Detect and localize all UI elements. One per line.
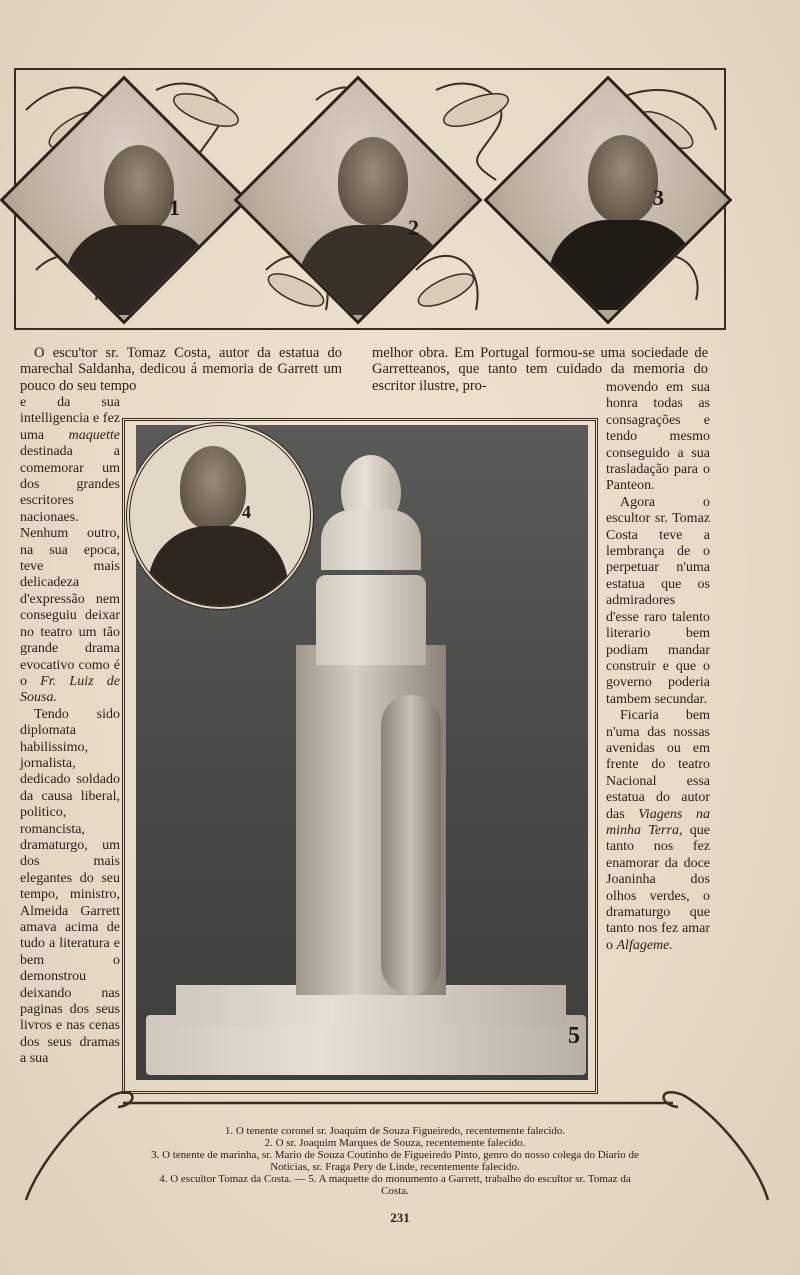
- portrait-number-2: 2: [408, 215, 419, 240]
- article-text-left-narrow: [20, 395, 120, 1068]
- page-number: 231: [390, 1210, 410, 1225]
- text-segment: destinada a comemorar um dos grandes escritores nacionaes. Nenhum outro, na sua epoca, teve mais delicadeza d'expressão nem conseguiu deixar no teatro um tão grande drama evocativo como é o: [20, 444, 120, 689]
- portrait-number-3: 3: [653, 185, 664, 210]
- text-segment: que tanto nos fez enamorar da doce Joaninha dos olhos verdes, o dramaturgo que tanto nos fez amar o: [606, 822, 710, 953]
- article-text-left-top: [20, 345, 342, 394]
- text-italic-maquette: maquette: [68, 427, 120, 443]
- caption-4: 4. O escultor Tomaz da Costa. — 5. A maquette do monumento a Garrett, trabalho do escultor sr. Tomaz da Costa.: [159, 1173, 631, 1197]
- paragraph-right-1: movendo em sua honra todas as consagrações e tendo mesmo conseguido a sua trasladação para o Panteon.: [606, 380, 710, 494]
- portrait-circle-4: [126, 422, 314, 610]
- text-italic-title: Alfageme.: [616, 937, 673, 953]
- caption-1: 1. O tenente coronel sr. Joaquim de Souza Figueiredo, recentemente falecido.: [224, 1125, 566, 1137]
- paragraph-right-top: melhor obra. Em Portugal formou-se uma sociedade de Garretteanos, que tanto tem cuidado da memoria do escritor ilustre, pro-: [372, 345, 708, 394]
- portrait-number-4: 4: [242, 502, 251, 522]
- paragraph-left-top: O escu'tor sr. Tomaz Costa, autor da estatua do marechal Saldanha, dedicou á memoria de Garrett um pouco do seu tempo: [20, 345, 342, 394]
- article-text-right-narrow: [606, 380, 710, 954]
- text-italic-title: Fr. Luiz de Sousa.: [20, 673, 120, 706]
- paragraph-right-2: Agora o escultor sr. Tomaz Costa teve a lembrança de o perpetuar n'uma estatua que os admiradores d'esse raro talento literario bem podiam mandar construir e que o governo poderia tambem secundar.: [606, 494, 710, 707]
- caption-2: 2. O sr. Joaquim Marques de Souza, recentemente falecido.: [264, 1137, 526, 1149]
- text-italic-title: Viagens na minha Terra,: [606, 806, 710, 838]
- caption-3: 3. O tenente de marinha, sr. Mario de Souza Coutinho de Figueiredo Pinto, genro do nosso colega do Diario de Noticias, sr. Fraga Pery de Linde, recentemente falecido.: [151, 1149, 639, 1173]
- portrait-number-1: 1: [169, 195, 180, 220]
- portrait-number-5: 5: [568, 1023, 580, 1049]
- text-segment: e da sua intelligencia e fez uma: [20, 395, 120, 443]
- paragraph-left-narrow-2: Tendo sido diplomata habilissimo, jornalista, dedicado soldado da causa liberal, politico, romancista, dramaturgo, um dos mais elegantes do seu tempo, ministro, Almeida Garrett amava acima de tudo a literatura e bem o demonstrou deixando nas paginas dos seus livros e nas cenas dos seus dramas a sua: [20, 706, 120, 1067]
- text-segment: Ficaria bem n'uma das nossas avenidas ou em frente do teatro Nacional essa estatua do autor das: [606, 708, 710, 822]
- figure-captions: [150, 1125, 640, 1197]
